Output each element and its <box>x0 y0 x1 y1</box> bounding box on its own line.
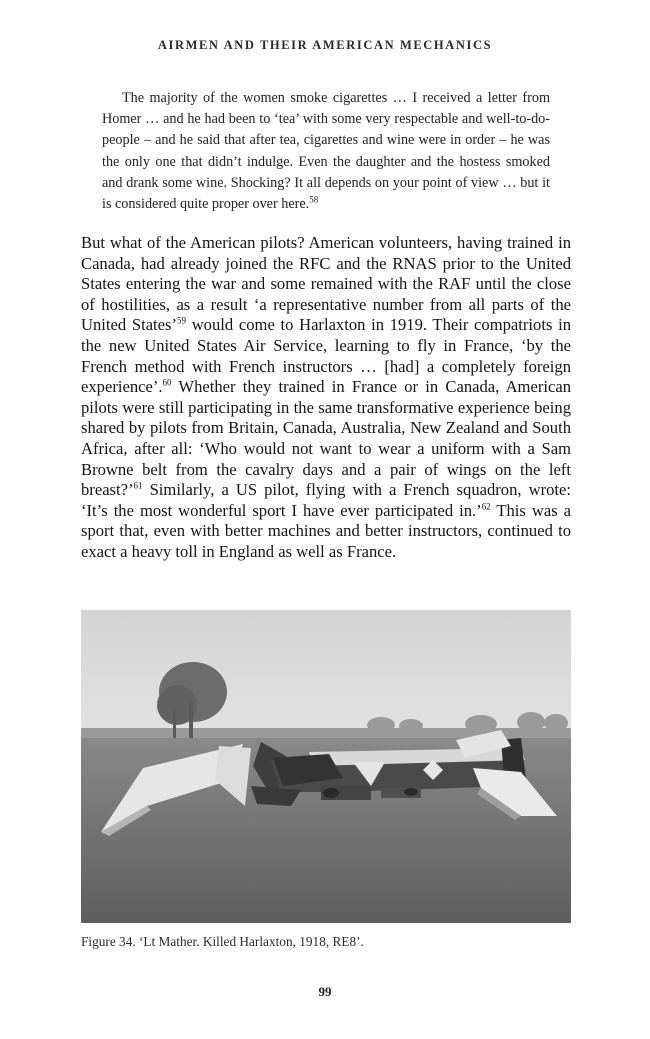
footnote-ref-61[interactable]: 61 <box>133 480 143 491</box>
body-text-segment: This was a sport that, even with better machines and better instructors, continued to exact a heavy toll in England as well as France. <box>81 500 571 561</box>
quote-text: The majority of the women smoke cigarettes … I received a letter from Homer … and he had been to ‘tea’ with some very respectable and well-to-do-people – and he said that after tea, cigarettes and wine were in order – he was the only one that didn’t indulge. Even the daughter and the hostess smoked and drank some wine. Shocking? It all depends on your point of view … but it is considered quite proper over here. <box>102 90 550 213</box>
footnote-ref-60[interactable]: 60 <box>162 377 172 388</box>
photo-sky <box>81 610 571 738</box>
running-head: AIRMEN AND THEIR AMERICAN MECHANICS <box>157 38 493 52</box>
footnote-ref-62[interactable]: 62 <box>481 501 491 512</box>
footnote-ref-58[interactable]: 58 <box>309 194 319 205</box>
body-paragraph <box>81 233 571 563</box>
page-number: 99 <box>318 984 332 999</box>
figure-caption: Figure 34. ‘Lt Mather. Killed Harlaxton, 1918, RE8’. <box>81 934 364 949</box>
footnote-ref-59[interactable]: 59 <box>177 315 187 326</box>
quote-paragraph <box>102 88 550 215</box>
block-quote <box>102 88 550 215</box>
body-text-segment: But what of the American pilots? American volunteers, having trained in Canada, had already joined the RFC and the RNAS prior to the United States entering the war and some remained with the RAF until the close of hostilities, as a result ‘a representative number from all parts of the United States’ <box>81 233 571 335</box>
body-text-segment: Similarly, a US pilot, flying with a French squadron, wrote: ‘It’s the most wonderful sport I have ever participated in.’ <box>81 480 571 520</box>
crashed-aircraft-photo <box>81 610 571 923</box>
body-text <box>81 233 571 563</box>
body-text-segment: Whether they trained in France or in Canada, American pilots were still participating in the same transformative experience being shared by pilots from Britain, Canada, Australia, New Zealand and South Africa, after all: ‘Who would not want to wear a uniform with a Sam Browne belt from the cavalry days and a pair of wings on the left breast?’ <box>81 377 571 500</box>
body-text-segment: would come to Harlaxton in 1919. Their compatriots in the new United States Air Service, learning to fly in France, ‘by the French method with French instructors … [had] a completely foreign experience’. <box>81 315 571 397</box>
